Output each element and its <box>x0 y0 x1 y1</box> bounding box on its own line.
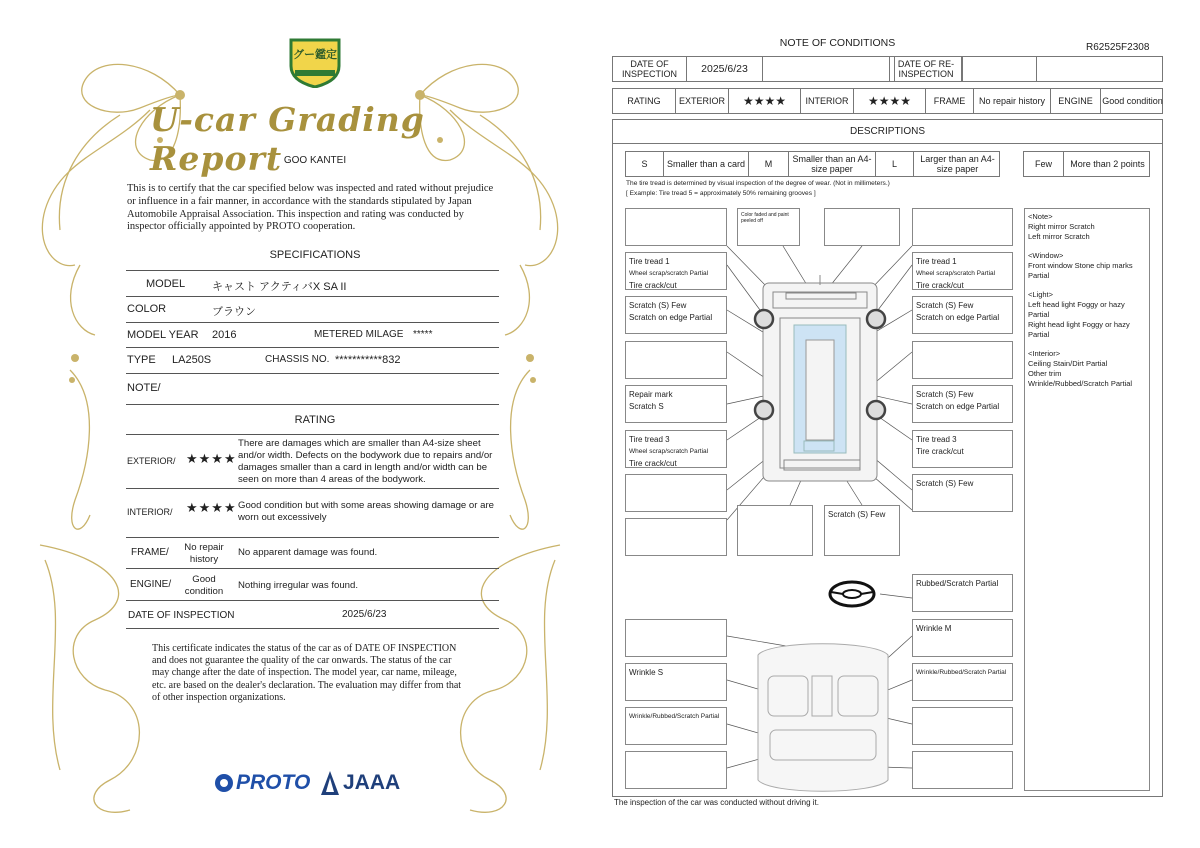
legend-l: L <box>876 152 914 176</box>
box-text: Scratch (S) Few <box>828 510 886 519</box>
note-line <box>1028 339 1146 349</box>
note-line: <Interior> <box>1028 349 1061 359</box>
desc-box-right-quarter <box>912 474 1013 512</box>
note-line: Other trim <box>1028 368 1062 378</box>
box-text: Scratch on edge Partial <box>629 313 713 322</box>
type-label: TYPE <box>127 354 156 366</box>
report-title: U-car Grading Report <box>150 100 425 178</box>
model-year-value: 2016 <box>212 329 237 341</box>
reinspection-label: DATE OF RE-INSPECTION <box>889 57 963 81</box>
note-line: Ceiling Stain/Dirt Partial <box>1028 358 1108 368</box>
legend-m-text: Smaller than an A4-size paper <box>789 152 876 176</box>
type-value: LA250S <box>172 354 212 366</box>
desc-box-front-faded: Color faded and paint peeled off <box>737 208 800 246</box>
desc-box-right-rear-door <box>912 385 1013 423</box>
desc-box-right-front-door <box>912 296 1013 334</box>
note-line: Wrinkle/Rubbed/Scratch Partial <box>1028 378 1133 388</box>
spec-heading: SPECIFICATIONS <box>269 249 361 261</box>
engine-value: Good condition <box>184 574 224 597</box>
box-text: Scratch S <box>629 402 664 411</box>
box-text: Scratch (S) Few <box>916 301 974 310</box>
legend-few: Few <box>1024 152 1064 176</box>
tire-note-1: The tire tread is determined by visual inspection of the degree of wear. (Not in millimeters.) <box>626 180 890 187</box>
reference-number: R62525F2308 <box>1086 42 1150 53</box>
desc-box-int-right-3 <box>912 707 1013 745</box>
box-text: Scratch on edge Partial <box>916 402 1000 411</box>
date-inspection-label: DATE OF INSPECTION <box>613 57 687 81</box>
box-text: Wheel scrap/scratch Partial <box>916 270 996 277</box>
frame-text: No apparent damage was found. <box>238 547 378 558</box>
desc-box-int-right-1 <box>912 619 1013 657</box>
interior-stars: ★★★★ <box>186 500 237 515</box>
desc-box-left-quarter <box>625 474 727 512</box>
note-line <box>1028 281 1146 291</box>
desc-box-right-top <box>912 208 1013 246</box>
frame-value: No repair history <box>974 89 1051 113</box>
engine-label: ENGINE <box>1051 89 1101 113</box>
note-line: Right mirror Scratch <box>1028 221 1095 231</box>
engine-label: ENGINE/ <box>130 579 172 590</box>
model-label: MODEL <box>146 278 186 290</box>
desc-box-right-middle <box>912 341 1013 379</box>
engine-text: Nothing irregular was found. <box>238 580 358 591</box>
box-text: Scratch (S) Few <box>629 301 687 310</box>
legend-few-text: More than 2 points <box>1070 159 1145 169</box>
notes-panel <box>1024 208 1150 791</box>
note-line: Front window Stone chip marks Partial <box>1028 260 1133 280</box>
intro-paragraph: This is to certify that the car specified below was inspected and rated without prejudice or influence in a fair manner, in accordance with the standards stipulated by Japan Automobile Appraisal Association. This inspection and rating was conducted by inspector officially appointed by PROTO cooperation. <box>127 183 494 233</box>
box-text: Repair mark <box>629 390 673 399</box>
steering-wheel-icon <box>830 582 874 606</box>
interior-label: INTERIOR <box>801 89 854 113</box>
interior-stars: ★★★★ <box>854 89 926 113</box>
jaaa-logo-text: JAAA <box>343 771 401 794</box>
desc-box-int-right-4 <box>912 751 1013 789</box>
interior-text: Good condition but with some areas showing damage or are worn out excessively <box>238 500 494 523</box>
box-text: Wrinkle M <box>916 624 952 633</box>
legend-l-text: Larger than an A4-size paper <box>920 154 995 174</box>
desc-box-right-front-tire <box>912 252 1013 290</box>
inspection-date-value: 2025/6/23 <box>342 609 387 620</box>
frame-value: No repair history <box>184 542 224 565</box>
note-line: <Light> <box>1028 290 1054 300</box>
note-line: Right head light Foggy or hazy Partial <box>1028 319 1130 339</box>
box-text: Scratch (S) Few <box>916 479 974 488</box>
desc-box-front-left-top <box>625 208 727 246</box>
box-text: Tire crack/cut <box>629 281 677 290</box>
model-value: キャスト アクティバX SA II <box>212 281 347 293</box>
note-line: <Note> <box>1028 212 1053 221</box>
box-text: Tire crack/cut <box>916 447 964 456</box>
desc-box-left-middle <box>625 341 727 379</box>
rating-heading: RATING <box>294 414 336 426</box>
box-text: Tire crack/cut <box>629 459 677 468</box>
desc-box-left-front-tire <box>625 252 727 290</box>
box-text: Rubbed/Scratch Partial <box>916 579 999 588</box>
interior-label: INTERIOR/ <box>127 507 173 517</box>
box-text: Scratch (S) Few <box>916 390 974 399</box>
color-label: COLOR <box>127 303 167 315</box>
legend-m: M <box>749 152 789 176</box>
model-year-label: MODEL YEAR <box>127 329 199 341</box>
desc-box-left-rear <box>625 518 727 556</box>
desc-box-right-rear-tire <box>912 430 1013 468</box>
exterior-stars: ★★★★ <box>186 451 237 466</box>
desc-box-steering <box>912 574 1013 612</box>
box-text: Tire tread 1 <box>916 257 957 266</box>
inspection-date-label: DATE OF INSPECTION <box>128 610 235 621</box>
chassis-value: ***********832 <box>335 354 401 366</box>
desc-box-rear-left <box>737 505 813 556</box>
desc-box-left-rear-tire <box>625 430 727 468</box>
note-line: Left head light Foggy or hazy Partial <box>1028 300 1125 319</box>
desc-box-front-right-top <box>824 208 900 246</box>
desc-box-int-right-2 <box>912 663 1013 701</box>
report-subtitle: GOO KANTEI <box>283 155 347 166</box>
box-text: Tire tread 3 <box>916 435 957 444</box>
badge-text: グー鑑定 <box>293 49 337 61</box>
box-text: Wheel scrap/scratch Partial <box>629 270 709 277</box>
chassis-label: CHASSIS NO. <box>265 354 330 365</box>
conditions-title: NOTE OF CONDITIONS <box>779 37 896 49</box>
note-label: NOTE/ <box>127 382 161 394</box>
box-text: Tire tread 1 <box>629 257 670 266</box>
box-text: Tire tread 3 <box>629 435 670 444</box>
frame-label: FRAME <box>926 89 974 113</box>
desc-box-left-rear-door <box>625 385 727 423</box>
color-value: ブラウン <box>212 306 256 318</box>
note-line <box>1028 241 1146 251</box>
desc-box-int-left-1 <box>625 619 727 657</box>
desc-box-rear-bumper <box>824 505 900 556</box>
legend-s: S <box>626 152 664 176</box>
box-text: Scratch on edge Partial <box>916 313 1000 322</box>
exterior-text: There are damages which are smaller than A4-size sheet and/or width. Defects on the bodywork due to repairs and/or damages smaller than a card in length and/or width can be seen on more than 4 areas of the bodywork. <box>238 438 493 485</box>
exterior-stars: ★★★★ <box>729 89 801 113</box>
exterior-label: EXTERIOR/ <box>127 456 176 466</box>
desc-box-int-left-3 <box>625 707 727 745</box>
box-text: Wrinkle/Rubbed/Scratch Partial <box>629 713 720 720</box>
date-inspection-value: 2025/6/23 <box>687 57 763 81</box>
certificate-footer: This certificate indicates the status of the car as of DATE OF INSPECTION and does not guarantee the quality of the car onwards. The status of the car may change after the date of inspection. The model year, car name, mileage, etc. are based on the dealer's declaration. The evaluation may differ from that of other inspection organizations. <box>152 643 462 703</box>
descriptions-heading: DESCRIPTIONS <box>849 126 925 137</box>
frame-label: FRAME/ <box>131 547 169 558</box>
box-text: Wheel scrap/scratch Partial <box>629 448 709 455</box>
conditions-footer: The inspection of the car was conducted without driving it. <box>614 798 819 807</box>
box-text: Wrinkle S <box>629 668 664 677</box>
note-line: Left mirror Scratch <box>1028 231 1090 241</box>
box-text: Wrinkle/Rubbed/Scratch Partial <box>916 669 1007 676</box>
desc-box-int-left-4 <box>625 751 727 789</box>
legend-s-text: Smaller than a card <box>664 152 749 176</box>
milage-value: ***** <box>413 329 433 340</box>
tire-note-2: [ Example: Tire tread 5 = approximately 50% remaining grooves ] <box>626 190 816 197</box>
desc-box-int-left-2 <box>625 663 727 701</box>
desc-box-left-front-door <box>625 296 727 334</box>
note-line: <Window> <box>1028 251 1064 261</box>
proto-logo-text: PROTO <box>236 771 311 794</box>
rating-label: RATING <box>613 89 676 113</box>
box-text: Tire crack/cut <box>916 281 964 290</box>
milage-label: METERED MILAGE <box>314 329 404 340</box>
engine-value: Good condition <box>1102 96 1163 106</box>
exterior-label: EXTERIOR <box>676 89 729 113</box>
